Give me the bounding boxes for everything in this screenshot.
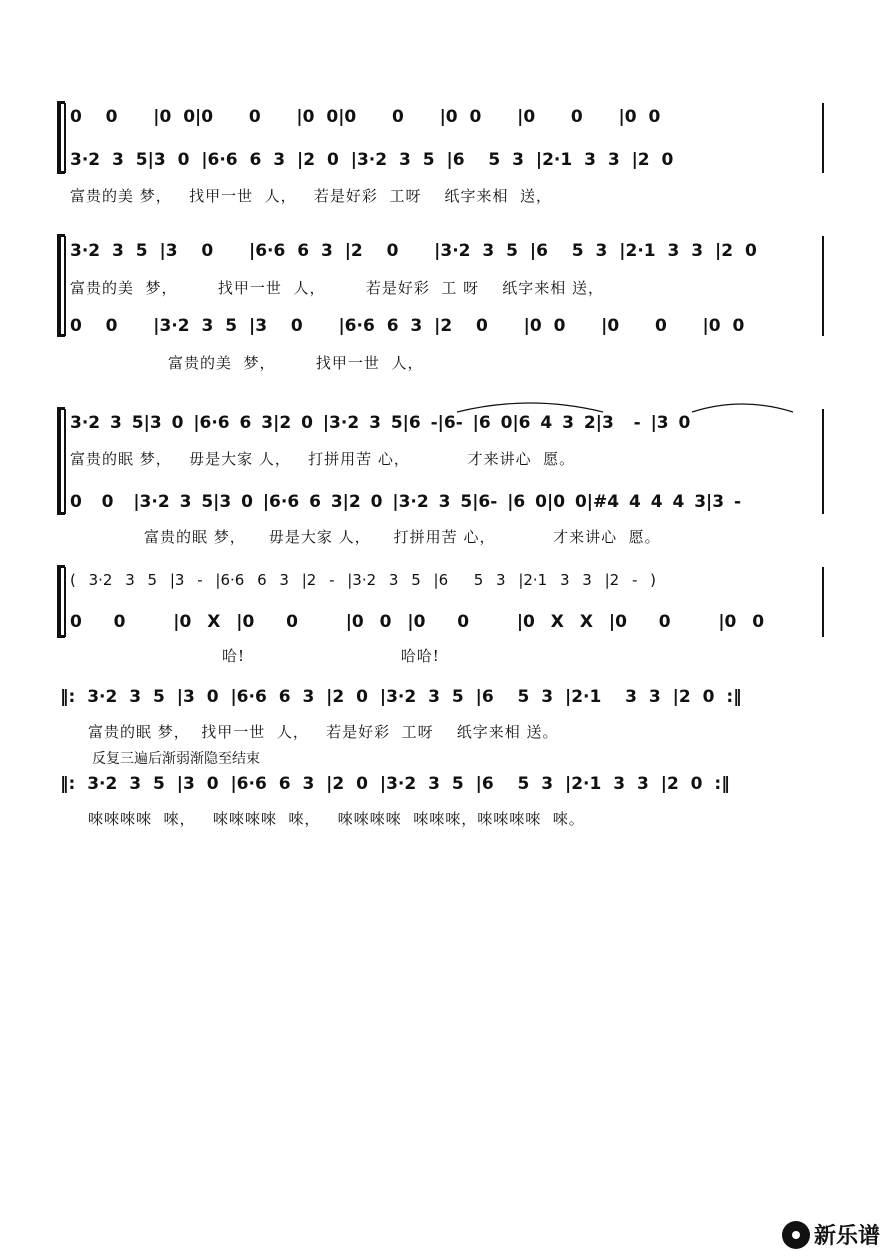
end-barline: [822, 103, 824, 173]
system-brace: [57, 409, 61, 514]
lyric-line-lower: 富贵的眠 梦， 毋是大家 人， 打拼用苦 心， 才来讲心 愿。: [144, 528, 661, 546]
lyric-line: 哈! 哈哈!: [222, 647, 440, 665]
lyric-line-lower: 富贵的美 梦， 找甲一世 人，: [168, 354, 424, 372]
system-brace: [57, 103, 61, 173]
staff-row-lower: 0 0 |0 X |0 0 |0 0 |0 0 |0 X X |0 0 |0 0: [70, 612, 765, 632]
staff-row-upper: 3·2 3 5|3 0 |6·6 6 3|2 0 |3·2 3 5|6 -|6- |6 0|6 4 3 2|3 - |3 0: [70, 413, 691, 433]
brace-hook-bottom: [57, 171, 65, 174]
system-brace-line: [64, 103, 66, 173]
brace-hook-bottom: [57, 512, 65, 515]
brace-hook-top: [57, 234, 65, 237]
staff-row-repeat: ‖: 3·2 3 5 |3 0 |6·6 6 3 |2 0 |3·2 3 5 |6 5 3 |2·1 3 3 |2 0 :‖: [60, 774, 730, 794]
performance-instruction: 反复三遍后渐弱渐隐至结束: [92, 750, 260, 766]
brace-hook-bottom: [57, 635, 65, 638]
staff-row-upper: 3·2 3 5 |3 0 |6·6 6 3 |2 0 |3·2 3 5 |6 5 3 |2·1 3 3 |2 0: [70, 241, 757, 261]
lyric-line: 富贵的眠 梦， 找甲一世 人， 若是好彩 工呀 纸字来相 送。: [88, 723, 559, 741]
brace-hook-top: [57, 407, 65, 410]
staff-row-lower: 0 0 |3·2 3 5 |3 0 |6·6 6 3 |2 0 |0 0 |0 0 |0 0: [70, 316, 745, 336]
logo-text: 新乐谱: [813, 1224, 880, 1249]
staff-row-repeat: ‖: 3·2 3 5 |3 0 |6·6 6 3 |2 0 |3·2 3 5 |6 5 3 |2·1 3 3 |2 0 :‖: [60, 687, 742, 707]
staff-row-upper: 0 0 |0 0|0 0 |0 0|0 0 |0 0 |0 0 |0 0: [70, 107, 661, 127]
tie-arc: [690, 398, 795, 414]
staff-row-lower: 0 0 |3·2 3 5|3 0 |6·6 6 3|2 0 |3·2 3 5|6- |6 0|0 0|#4 4 4 4 3|3 -: [70, 492, 742, 512]
staff-row-lower: 3·2 3 5|3 0 |6·6 6 3 |2 0 |3·2 3 5 |6 5 3 |2·1 3 3 |2 0: [70, 150, 674, 170]
end-barline: [822, 409, 824, 514]
end-barline: [822, 567, 824, 637]
lyric-line-upper: 富贵的美 梦， 找甲一世 人， 若是好彩 工 呀 纸字来相 送，: [70, 279, 604, 297]
lyric-line: 唻唻唻唻 唻， 唻唻唻唻 唻， 唻唻唻唻 唻唻唻，唻唻唻唻 唻。: [88, 810, 585, 828]
tie-arc: [455, 398, 605, 414]
staff-row-upper: ( 3·2 3 5 |3 - |6·6 6 3 |2 - |3·2 3 5 |6 5 3 |2·1 3 3 |2 - ): [70, 571, 657, 589]
end-barline: [822, 236, 824, 336]
brace-hook-top: [57, 565, 65, 568]
brace-hook-top: [57, 101, 65, 104]
system-brace: [57, 236, 61, 336]
lyric-line-upper: 富贵的眠 梦， 毋是大家 人， 打拼用苦 心， 才来讲心 愿。: [70, 450, 576, 468]
lyric-line: 富贵的美 梦， 找甲一世 人， 若是好彩 工呀 纸字来相 送，: [70, 187, 553, 205]
music-disc-icon: [782, 1221, 810, 1249]
system-brace-line: [64, 236, 66, 336]
system-brace-line: [64, 567, 66, 637]
brace-hook-bottom: [57, 334, 65, 337]
system-brace: [57, 567, 61, 637]
site-logo: [782, 1219, 880, 1250]
system-brace-line: [64, 409, 66, 514]
